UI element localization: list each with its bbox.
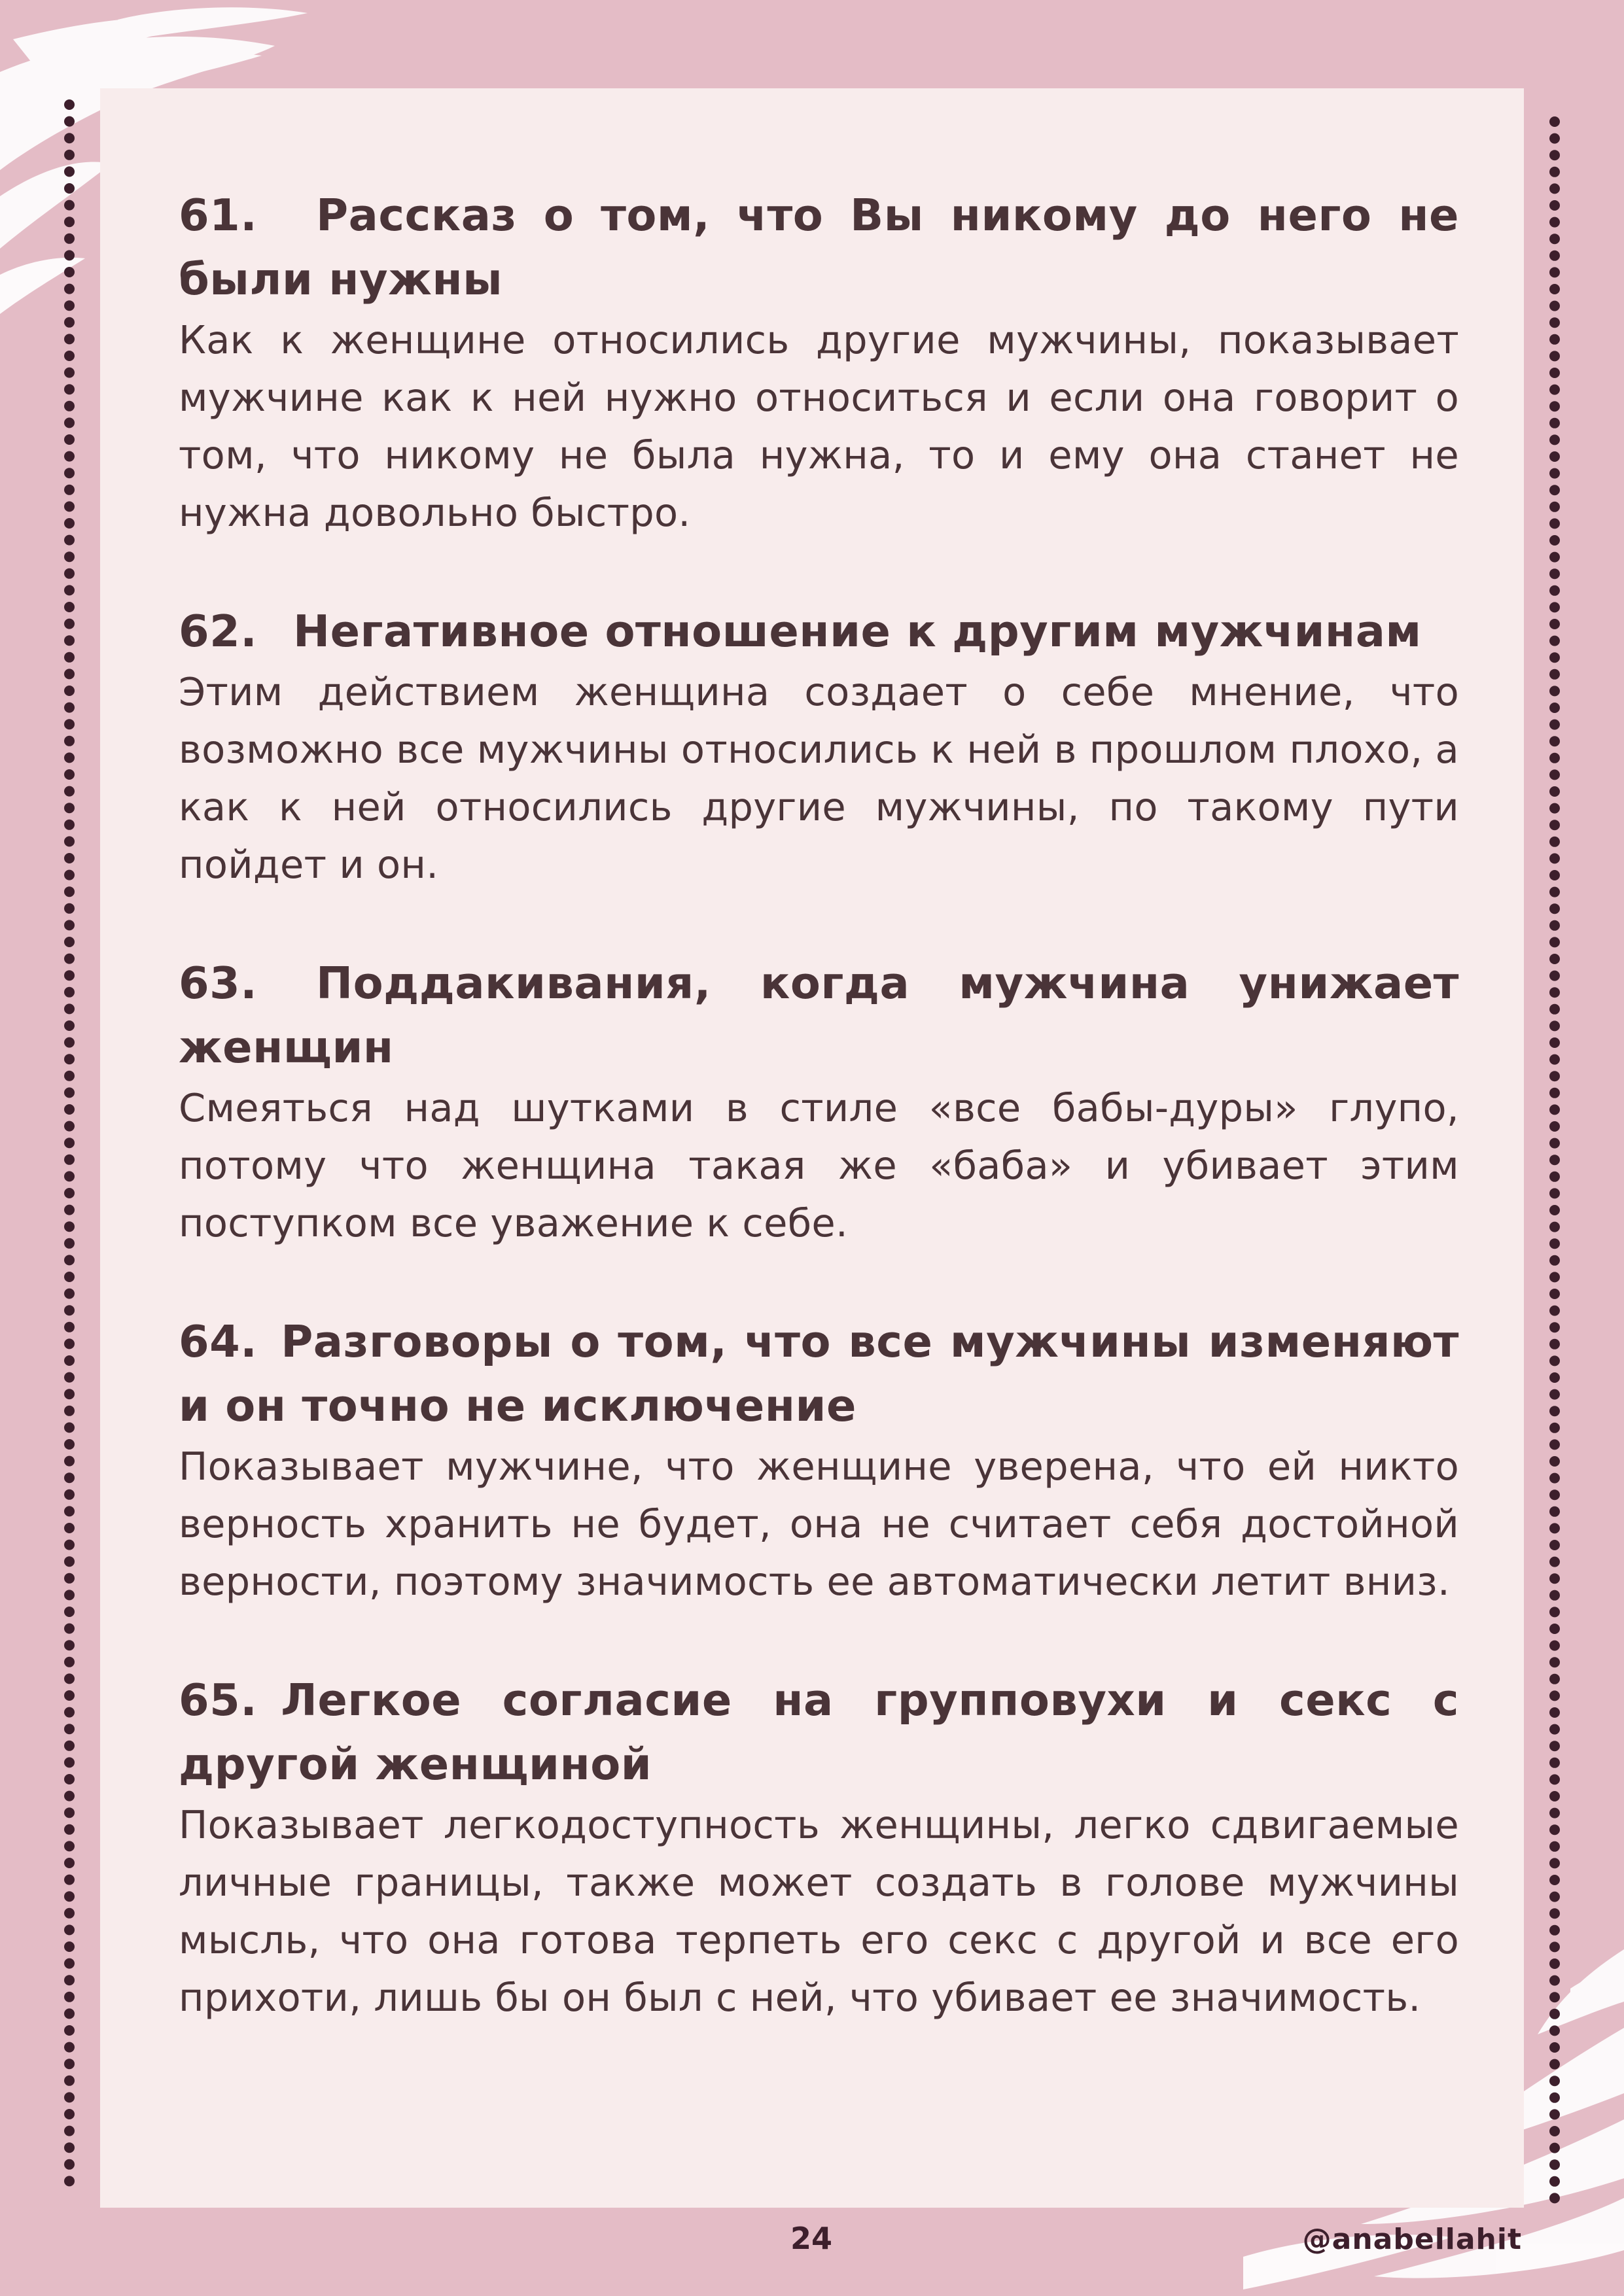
border-dot [64, 1841, 75, 1851]
border-dot [64, 652, 75, 663]
border-dot [1549, 1439, 1560, 1450]
border-dot [64, 1188, 75, 1198]
border-dot [64, 334, 75, 344]
item-title [179, 1310, 1459, 1438]
border-dot [64, 1020, 75, 1031]
border-dot [64, 870, 75, 880]
border-dot [1549, 167, 1560, 177]
border-dot [1549, 1104, 1560, 1115]
border-dot [1549, 1808, 1560, 1818]
border-dot [64, 451, 75, 462]
border-dot [1549, 1892, 1560, 1902]
border-dot [1549, 1975, 1560, 1986]
border-dot [64, 2126, 75, 2136]
item-64 [179, 1310, 1459, 1610]
border-dot [64, 1071, 75, 1081]
border-dot [64, 686, 75, 696]
border-dot [64, 1406, 75, 1416]
border-dot [1549, 1841, 1560, 1852]
border-dot [64, 2008, 75, 2019]
border-dot [64, 284, 75, 294]
border-dot [1549, 2042, 1560, 2053]
border-dot [64, 1875, 75, 1885]
border-dot [1549, 1121, 1560, 1132]
border-dot [1549, 1573, 1560, 1584]
border-dot [64, 535, 75, 546]
border-dot [1549, 954, 1560, 964]
border-dot [1549, 602, 1560, 612]
border-dot [64, 568, 75, 579]
border-dot [1549, 1322, 1560, 1332]
border-dot [64, 2042, 75, 2053]
right-dotted-line [1549, 116, 1560, 2203]
border-dot [1549, 2009, 1560, 2019]
border-dot [1549, 368, 1560, 378]
border-dot [64, 1422, 75, 1433]
item-number: 64. [179, 1316, 258, 1367]
border-dot [64, 1573, 75, 1584]
border-dot [1549, 2059, 1560, 2070]
border-dot [1549, 1941, 1560, 1952]
item-title-text: Легкое согласие на групповухи и секс с другой женщиной [179, 1675, 1459, 1790]
border-dot [64, 1924, 75, 1935]
border-dot [1549, 971, 1560, 981]
border-dot [64, 551, 75, 562]
border-dot [1549, 1540, 1560, 1550]
border-dot [1549, 753, 1560, 763]
border-dot [64, 1272, 75, 1282]
border-dot [1549, 1607, 1560, 1617]
border-dot [64, 820, 75, 830]
border-dot [64, 970, 75, 981]
border-dot [1549, 1389, 1560, 1400]
border-dot [1549, 1172, 1560, 1182]
border-dot [64, 2059, 75, 2069]
border-dot [64, 1037, 75, 1048]
border-dot [1549, 552, 1560, 563]
border-dot [1549, 1423, 1560, 1433]
border-dot [1549, 1925, 1560, 1936]
border-dot [64, 2176, 75, 2186]
border-dot [64, 1640, 75, 1650]
border-dot [1549, 301, 1560, 311]
border-dot [64, 937, 75, 947]
border-dot [64, 1657, 75, 1667]
author-handle: @anabellahit [1302, 2223, 1522, 2256]
border-dot [64, 1289, 75, 1299]
border-dot [64, 803, 75, 813]
border-dot [1549, 351, 1560, 361]
border-dot [64, 736, 75, 746]
border-dot [64, 200, 75, 211]
border-dot [64, 1590, 75, 1600]
border-dot [64, 602, 75, 612]
border-dot [1549, 535, 1560, 546]
border-dot [64, 1941, 75, 1952]
border-dot [1549, 2193, 1560, 2203]
border-dot [64, 417, 75, 428]
border-dot [1549, 820, 1560, 830]
border-dot [1549, 652, 1560, 663]
border-dot [1549, 1758, 1560, 1768]
border-dot [64, 752, 75, 763]
border-dot [1549, 183, 1560, 194]
border-dot [64, 1858, 75, 1868]
border-dot [64, 1439, 75, 1450]
border-dot [64, 300, 75, 311]
border-dot [1549, 217, 1560, 228]
item-number: 61. [179, 190, 258, 241]
border-dot [1549, 518, 1560, 529]
border-dot [1549, 1908, 1560, 1919]
border-dot [1549, 116, 1560, 127]
border-dot [64, 1087, 75, 1098]
border-dot [64, 434, 75, 445]
border-dot [64, 518, 75, 529]
border-dot [1549, 1992, 1560, 2002]
border-dot [64, 769, 75, 780]
border-dot [1549, 1674, 1560, 1684]
border-dot [1549, 1222, 1560, 1232]
border-dot [1549, 1741, 1560, 1751]
border-dot [1549, 1824, 1560, 1835]
border-dot [1549, 1289, 1560, 1299]
border-dot [64, 1757, 75, 1767]
border-dot [1549, 619, 1560, 629]
border-dot [64, 267, 75, 277]
border-dot [1549, 2159, 1560, 2170]
border-dot [1549, 1858, 1560, 1868]
border-dot [64, 886, 75, 897]
border-dot [64, 1305, 75, 1315]
item-65 [179, 1668, 1459, 2026]
item-62 [179, 599, 1459, 894]
border-dot [1549, 418, 1560, 428]
border-dot [64, 1372, 75, 1383]
item-title [179, 183, 1459, 311]
border-dot [64, 1992, 75, 2002]
border-dot [1549, 686, 1560, 696]
border-dot [1549, 987, 1560, 998]
border-dot [64, 1707, 75, 1718]
border-dot [64, 468, 75, 478]
border-dot [1549, 1020, 1560, 1031]
border-dot [1549, 769, 1560, 780]
border-dot [64, 1908, 75, 1919]
border-dot [64, 1138, 75, 1148]
border-dot [1549, 1372, 1560, 1383]
border-dot [1549, 1339, 1560, 1349]
border-dot [1549, 1138, 1560, 1149]
border-dot [64, 501, 75, 512]
item-number: 63. [179, 958, 258, 1009]
border-dot [64, 920, 75, 930]
border-dot [64, 1155, 75, 1165]
border-dot [1549, 468, 1560, 479]
border-dot [1549, 1523, 1560, 1533]
border-dot [1549, 2076, 1560, 2086]
border-dot [64, 1003, 75, 1014]
border-dot [1549, 401, 1560, 411]
border-dot [64, 2142, 75, 2153]
border-dot [1549, 2126, 1560, 2136]
border-dot [64, 99, 75, 110]
border-dot [64, 1774, 75, 1784]
border-dot [1549, 1071, 1560, 1081]
border-dot [1549, 703, 1560, 713]
border-dot [1549, 2025, 1560, 2036]
border-dot [64, 719, 75, 729]
page-number: 24 [790, 2221, 832, 2256]
border-dot [64, 401, 75, 411]
border-dot [64, 1540, 75, 1550]
border-dot [1549, 937, 1560, 947]
border-dot [1549, 2176, 1560, 2187]
border-dot [1549, 200, 1560, 211]
border-dot [64, 1489, 75, 1500]
border-dot [64, 1807, 75, 1818]
item-title-text: Рассказ о том, что Вы никому до него не были нужны [179, 190, 1459, 305]
item-title-text: Поддакивания, когда мужчина унижает женщин [179, 958, 1459, 1073]
border-dot [1549, 1272, 1560, 1282]
border-dot [64, 1472, 75, 1483]
border-dot [64, 903, 75, 914]
border-dot [1549, 1875, 1560, 1885]
border-dot [64, 133, 75, 143]
border-dot [1549, 1306, 1560, 1316]
border-dot [1549, 853, 1560, 863]
border-dot [1549, 1791, 1560, 1801]
border-dot [1549, 434, 1560, 445]
border-dot [64, 116, 75, 127]
border-dot [64, 1205, 75, 1215]
border-dot [1549, 1958, 1560, 1969]
border-dot [1549, 1590, 1560, 1601]
item-title [179, 951, 1459, 1079]
border-dot [64, 1322, 75, 1332]
border-dot [64, 1355, 75, 1366]
item-title [179, 1668, 1459, 1796]
border-dot [64, 1724, 75, 1734]
item-title [179, 599, 1459, 663]
border-dot [1549, 150, 1560, 160]
left-dotted-line [64, 99, 75, 2186]
border-dot [64, 1338, 75, 1349]
border-dot [64, 234, 75, 244]
border-dot [64, 585, 75, 595]
border-dot [1549, 920, 1560, 931]
border-dot [1549, 234, 1560, 244]
border-dot [64, 987, 75, 998]
border-dot [1549, 1054, 1560, 1065]
border-dot [64, 166, 75, 177]
border-dot [1549, 451, 1560, 462]
border-dot [1549, 887, 1560, 897]
border-dot [1549, 568, 1560, 579]
border-dot [64, 368, 75, 378]
border-dot [64, 1389, 75, 1399]
border-dot [64, 703, 75, 713]
border-dot [64, 1456, 75, 1467]
border-dot [64, 1104, 75, 1115]
border-dot [1549, 385, 1560, 395]
border-dot [64, 250, 75, 260]
border-dot [64, 635, 75, 646]
border-dot [1549, 2093, 1560, 2103]
border-dot [1549, 1155, 1560, 1165]
border-dot [64, 317, 75, 328]
border-dot [1549, 284, 1560, 294]
border-dot [64, 1741, 75, 1751]
border-dot [64, 1255, 75, 1265]
border-dot [1549, 334, 1560, 345]
border-dot [1549, 1641, 1560, 1651]
border-dot [1549, 1255, 1560, 1266]
item-body: Смеяться над шутками в стиле «все бабы-дуры» глупо, потому что женщина такая же «баба» и убивает этим поступком все уважение к себе. [179, 1085, 1459, 1245]
item-title-text: Разговоры о том, что все мужчины изменяют и он точно не исключение [179, 1316, 1459, 1431]
border-dot [64, 384, 75, 394]
border-dot [1549, 267, 1560, 277]
border-dot [1549, 1456, 1560, 1467]
border-dot [1549, 803, 1560, 814]
border-dot [1549, 2143, 1560, 2153]
border-dot [1549, 251, 1560, 261]
border-dot [64, 1523, 75, 1533]
border-dot [1549, 720, 1560, 730]
border-dot [1549, 1473, 1560, 1484]
border-dot [1549, 1238, 1560, 1249]
border-dot [64, 1791, 75, 1801]
border-dot [1549, 1624, 1560, 1634]
border-dot [1549, 1657, 1560, 1667]
border-dot [1549, 669, 1560, 680]
item-body: Показывает мужчине, что женщине уверена, что ей никто верность хранить не будет, она не считает себя достойной верности, поэтому значимость ее автоматически летит вниз. [179, 1444, 1459, 1604]
border-dot [64, 1054, 75, 1064]
border-dot [64, 619, 75, 629]
border-dot [64, 836, 75, 846]
border-dot [1549, 786, 1560, 797]
border-dot [64, 1238, 75, 1249]
border-dot [64, 2092, 75, 2102]
item-body: Показывает легкодоступность женщины, легко сдвигаемые личные границы, также может создать в голове мужчины мысль, что она готова терпеть его секс с другой и все его прихоти, лишь бы он был с ней, что убивает ее значимость. [179, 1802, 1459, 2020]
border-dot [64, 786, 75, 797]
border-dot [64, 2109, 75, 2119]
border-dot [64, 954, 75, 964]
border-dot [1549, 1037, 1560, 1048]
border-dot [64, 183, 75, 194]
article-content [179, 183, 1459, 2026]
border-dot [1549, 502, 1560, 512]
border-dot [1549, 1088, 1560, 1098]
border-dot [64, 1221, 75, 1232]
border-dot [1549, 1004, 1560, 1015]
item-body: Как к женщине относились другие мужчины, показывает мужчине как к ней нужно относиться и если она говорит о том, что никому не была нужна, то и ему она станет не нужна довольно быстро. [179, 317, 1459, 535]
border-dot [1549, 1506, 1560, 1517]
border-dot [1549, 1707, 1560, 1718]
border-dot [64, 669, 75, 679]
item-title-text: Негативное отношение к другим мужчинам [293, 606, 1422, 657]
border-dot [64, 2025, 75, 2036]
item-number: 62. [179, 606, 258, 657]
border-dot [1549, 870, 1560, 880]
border-dot [1549, 1188, 1560, 1198]
border-dot [64, 1171, 75, 1181]
border-dot [64, 217, 75, 227]
border-dot [64, 1958, 75, 1969]
border-dot [1549, 1406, 1560, 1416]
border-dot [1549, 736, 1560, 746]
border-dot [64, 1506, 75, 1516]
border-dot [1549, 903, 1560, 914]
border-dot [64, 1891, 75, 1902]
border-dot [1549, 2109, 1560, 2119]
border-dot [64, 1624, 75, 1634]
border-dot [1549, 317, 1560, 328]
border-dot [1549, 837, 1560, 847]
border-dot [64, 2076, 75, 2086]
border-dot [1549, 1557, 1560, 1567]
border-dot [64, 1121, 75, 1132]
border-dot [64, 1607, 75, 1617]
border-dot [1549, 1774, 1560, 1784]
border-dot [64, 485, 75, 495]
border-dot [1549, 1355, 1560, 1366]
border-dot [1549, 133, 1560, 144]
border-dot [64, 150, 75, 160]
border-dot [1549, 1489, 1560, 1500]
border-dot [1549, 485, 1560, 495]
border-dot [64, 1690, 75, 1701]
border-dot [1549, 1724, 1560, 1735]
border-dot [64, 853, 75, 863]
item-61 [179, 183, 1459, 542]
border-dot [64, 1975, 75, 1985]
item-number: 65. [179, 1675, 258, 1726]
border-dot [1549, 1205, 1560, 1215]
border-dot [1549, 636, 1560, 646]
border-dot [1549, 1690, 1560, 1701]
border-dot [64, 1556, 75, 1567]
border-dot [64, 1824, 75, 1835]
border-dot [64, 2159, 75, 2170]
item-body: Этим действием женщина создает о себе мнение, что возможно все мужчины относились к ней в прошлом плохо, а как к ней относились другие мужчины, по такому пути пойдет и он. [179, 669, 1459, 887]
border-dot [1549, 585, 1560, 596]
item-63 [179, 951, 1459, 1252]
border-dot [64, 1673, 75, 1684]
border-dot [64, 351, 75, 361]
